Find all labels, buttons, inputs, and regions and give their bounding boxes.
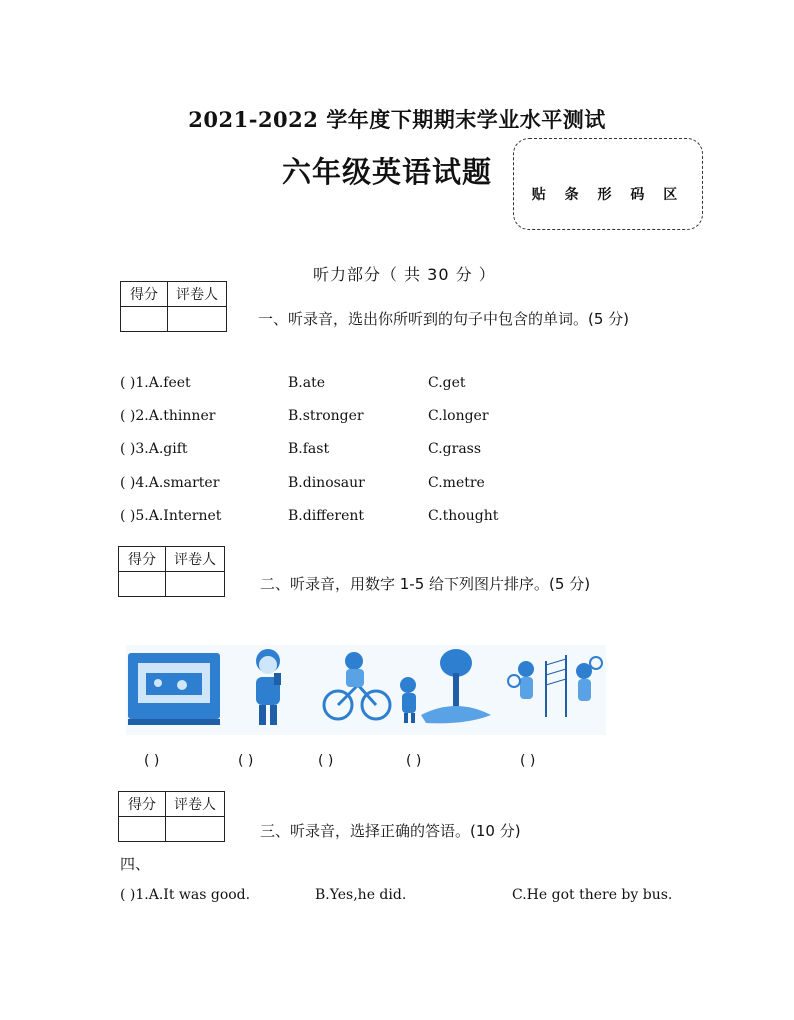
question-4-a: ( )4.A.smarter — [120, 475, 220, 491]
listening-part-title: 听力部分（ 共 30 分 ） — [313, 265, 496, 284]
grader-header: 评卷人 — [168, 282, 227, 307]
question-4-b: B.dinosaur — [288, 475, 365, 491]
exam-subject: 六年级英语试题 — [282, 155, 493, 189]
score-table-1 — [120, 281, 227, 332]
grader-header: 评卷人 — [166, 792, 225, 817]
barcode-area — [513, 138, 703, 230]
score-header: 得分 — [119, 792, 166, 817]
question-3-a: ( )3.A.gift — [120, 441, 188, 457]
picture-answer-1[interactable]: ( ) — [144, 753, 160, 769]
question-1-b: B.ate — [288, 375, 325, 391]
section2-heading: 二、听录音，用数字 1-5 给下列图片排序。(5 分) — [260, 575, 591, 593]
score-table-3 — [118, 791, 225, 842]
barcode-label: 贴 条 形 码 区 — [531, 187, 685, 203]
score-header: 得分 — [121, 282, 168, 307]
question-4-c: C.metre — [428, 475, 485, 491]
picture-answer-2[interactable]: ( ) — [238, 753, 254, 769]
question-5-a: ( )5.A.Internet — [120, 508, 222, 524]
score-header: 得分 — [119, 547, 166, 572]
picture-answer-4[interactable]: ( ) — [406, 753, 422, 769]
score-cell[interactable] — [119, 817, 166, 842]
question-3-b: B.fast — [288, 441, 330, 457]
picture-answer-5[interactable]: ( ) — [520, 753, 536, 769]
section3-heading: 三、听录音，选择正确的答语。(10 分) — [260, 822, 521, 840]
picture-answer-3[interactable]: ( ) — [318, 753, 334, 769]
question-5-c: C.thought — [428, 508, 499, 524]
section1-heading: 一、听录音，选出你所听到的句子中包含的单词。(5 分) — [258, 310, 630, 328]
s3-question-1-c: C.He got there by bus. — [512, 887, 673, 903]
score-table-2 — [118, 546, 225, 597]
question-5-b: B.different — [288, 508, 365, 524]
question-1-c: C.get — [428, 375, 466, 391]
grader-header: 评卷人 — [166, 547, 225, 572]
s3-question-1-a: ( )1.A.It was good. — [120, 887, 251, 903]
grader-cell[interactable] — [168, 307, 227, 332]
question-3-c: C.grass — [428, 441, 482, 457]
question-2-b: B.stronger — [288, 408, 364, 424]
question-2-c: C.longer — [428, 408, 489, 424]
score-cell[interactable] — [119, 572, 166, 597]
section4-label: 四、 — [120, 855, 151, 873]
grader-cell[interactable] — [166, 817, 225, 842]
s3-question-1-b: B.Yes,he did. — [315, 887, 407, 903]
picture-strip — [126, 645, 606, 735]
exam-title: 2021-2022 学年度下期期末学业水平测试 — [188, 107, 606, 132]
fish-tank-picture — [128, 653, 220, 725]
question-2-a: ( )2.A.thinner — [120, 408, 216, 424]
grader-cell[interactable] — [166, 572, 225, 597]
score-cell[interactable] — [121, 307, 168, 332]
question-1-a: ( )1.A.feet — [120, 375, 191, 391]
